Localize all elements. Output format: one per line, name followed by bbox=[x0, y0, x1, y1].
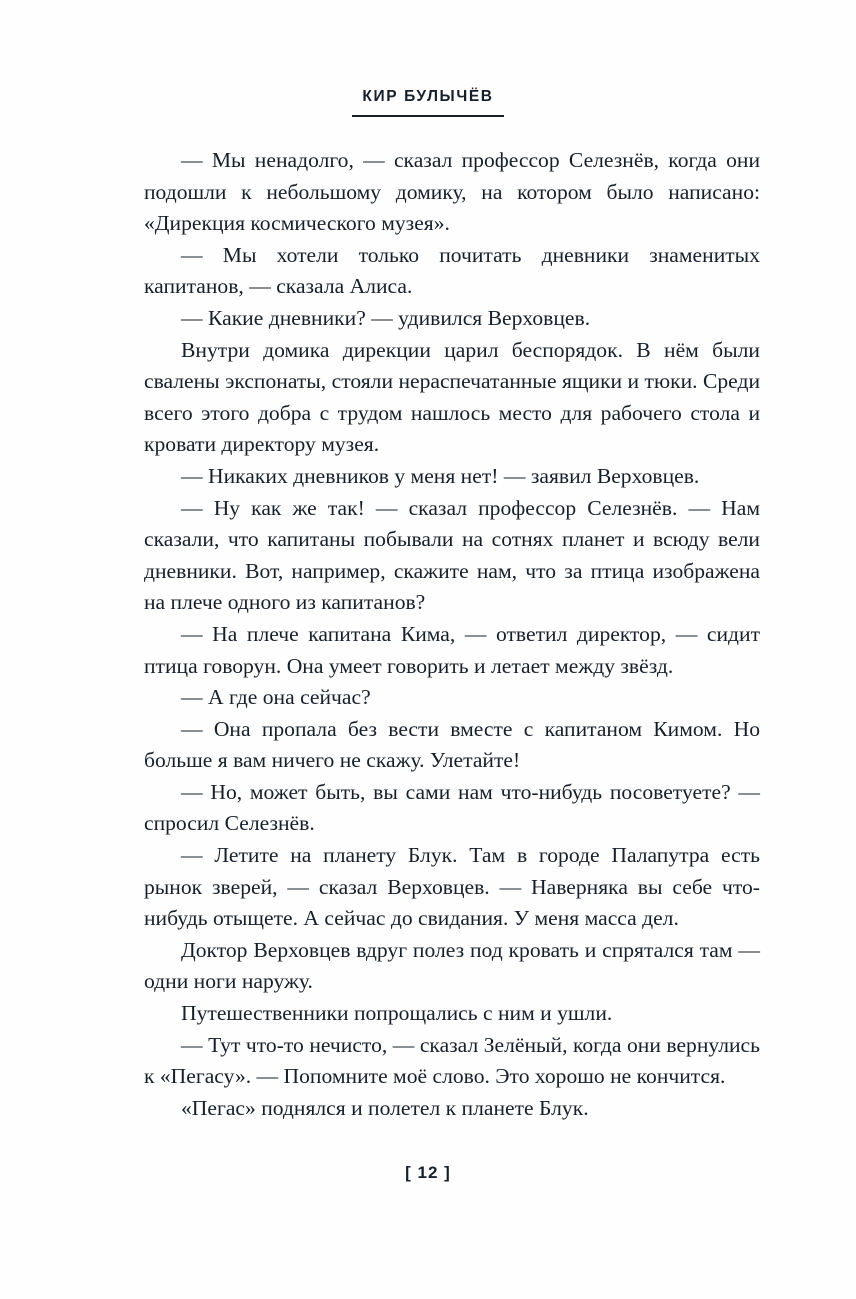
paragraph: Доктор Верховцев вдруг полез под кровать и спрятался там — одни ноги наружу. bbox=[144, 937, 760, 994]
paragraph: Внутри домика дирекции царил беспорядок. В нём были свалены экспонаты, стояли нераспечатанные ящики и тюки. Среди всего этого добра с трудом нашлось место для рабочего стола и кровати директору музея. bbox=[144, 337, 760, 457]
paragraph: — На плече капитана Кима, — ответил директор, — сидит птица говорун. Она умеет говорить и летает между звёзд. bbox=[144, 621, 760, 678]
paragraph: — Какие дневники? — удивился Верховцев. bbox=[181, 305, 591, 330]
paragraph: Путешественники попрощались с ним и ушли. bbox=[181, 1001, 613, 1026]
paragraph: — Мы ненадолго, — сказал профессор Селезнёв, когда они подошли к небольшому домику, на котором было написано: «Дирекция космического музея». bbox=[144, 148, 760, 236]
running-head-title: КИР БУЛЫЧЁВ bbox=[362, 88, 494, 105]
paragraph: — А где она сейчас? bbox=[181, 685, 371, 710]
running-head bbox=[0, 88, 856, 117]
page-number: [ 12 ] bbox=[405, 1163, 451, 1182]
page-body bbox=[144, 145, 760, 1124]
paragraph: — Ну как же так! — сказал профессор Селезнёв. — Нам сказали, что капитаны побывали на сотнях планет и всюду вели дневники. Вот, например, скажите нам, что за птица изображена на плече одного из капитанов? bbox=[144, 495, 760, 615]
paragraph: — Она пропала без вести вместе с капитаном Кимом. Но больше я вам ничего не скажу. Улетайте! bbox=[144, 716, 760, 773]
running-head-rule bbox=[352, 115, 504, 117]
paragraph: «Пегас» поднялся и полетел к планете Блук. bbox=[181, 1095, 589, 1120]
paragraph: — Тут что-то нечисто, — сказал Зелёный, когда они вернулись к «Пегасу». — Попомните моё слово. Это хорошо не кончится. bbox=[144, 1032, 760, 1089]
paragraph: — Никаких дневников у меня нет! — заявил Верховцев. bbox=[181, 463, 700, 488]
paragraph: — Летите на планету Блук. Там в городе Палапутра есть рынок зверей, — сказал Верховцев. — Наверняка вы себе что-нибудь отыщете. А сейчас до свидания. У меня масса дел. bbox=[144, 843, 760, 931]
paragraph: — Но, может быть, вы сами нам что-нибудь посоветуете? — спросил Селезнёв. bbox=[144, 779, 760, 836]
paragraph: — Мы хотели только почитать дневники знаменитых капитанов, — сказала Алиса. bbox=[144, 242, 760, 299]
